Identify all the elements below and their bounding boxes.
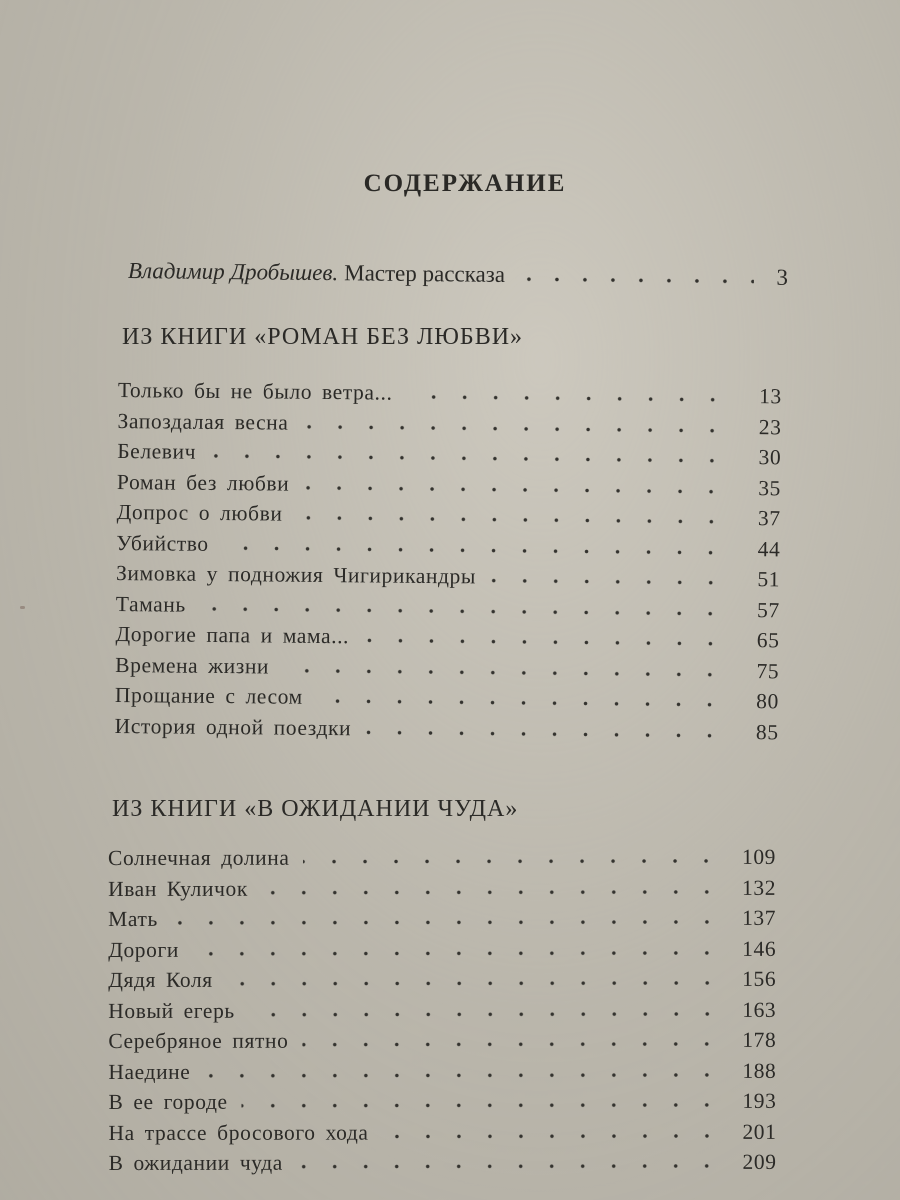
- toc-entry-page-number: 132: [741, 875, 777, 900]
- toc-entry-title: Солнечная долина: [108, 845, 290, 870]
- toc-entry-page-number: 146: [742, 936, 777, 961]
- dot-leader: [302, 423, 727, 433]
- toc-entry-title: Допрос о любви: [116, 499, 283, 526]
- toc-entry-page-number: 209: [742, 1149, 777, 1174]
- toc-list-section-2: [108, 845, 777, 1182]
- toc-entry: [108, 1028, 776, 1060]
- toc-entry-title: Белевич: [117, 438, 197, 464]
- toc-entry-title: Новый егерь: [108, 998, 235, 1023]
- dot-leader: [303, 484, 727, 494]
- toc-entry: [108, 875, 776, 907]
- dot-leader: [365, 729, 724, 738]
- dot-leader: [193, 949, 722, 956]
- page-title: СОДЕРЖАНИЕ: [363, 170, 567, 197]
- dot-leader: [490, 578, 726, 586]
- toc-entry-title: Мать: [108, 906, 158, 931]
- toc-entry-page-number: 85: [755, 719, 779, 744]
- toc-entry-page-number: 137: [742, 905, 777, 930]
- toc-list-section-1: [114, 378, 781, 750]
- toc-entry-title: Времена жизни: [115, 652, 270, 678]
- dot-leader: [303, 858, 722, 865]
- toc-entry-page-number: 193: [742, 1088, 777, 1113]
- dot-leader: [283, 667, 725, 677]
- toc-entry-page-number: 44: [757, 536, 781, 561]
- toc-entry-title: Убийство: [116, 530, 209, 556]
- preface-title: Мастер рассказа: [344, 260, 506, 287]
- toc-entry-page-number: 80: [756, 689, 780, 714]
- toc-entry: [108, 967, 776, 999]
- dot-leader: [249, 1010, 722, 1017]
- toc-entry-page-number: 51: [757, 567, 781, 592]
- toc-entry-title: На трассе бросового хода: [108, 1120, 369, 1145]
- toc-entry-title: Роман без любви: [116, 469, 290, 496]
- toc-entry: [108, 936, 776, 968]
- toc-entry-title: В ожидании чуда: [108, 1150, 283, 1175]
- toc-entry: [108, 997, 776, 1029]
- dot-leader: [172, 919, 722, 926]
- toc-entry-title: Дорогие папа и мама...: [115, 621, 350, 649]
- toc-entry-title: История одной поездки: [114, 713, 352, 740]
- paper-blemish: [20, 606, 25, 609]
- toc-entry-page-number: 188: [742, 1058, 777, 1083]
- dot-leader: [242, 1102, 723, 1109]
- toc-entry-title: Дядя Коля: [108, 967, 213, 992]
- section-heading-v-ozhidanii-chuda: ИЗ КНИГИ «В ОЖИДАНИИ ЧУДА»: [112, 796, 519, 822]
- toc-entry-title: Иван Куличок: [108, 876, 248, 901]
- toc-entry-title: Зимовка у подножия Чигирикандры: [116, 560, 477, 589]
- toc-entry-title: Дороги: [108, 937, 180, 962]
- toc-entry-page-number: 65: [756, 628, 780, 653]
- section-heading-roman-bez-lyubvi: ИЗ КНИГИ «РОМАН БЕЗ ЛЮБВИ»: [122, 324, 524, 350]
- toc-entry-page-number: 201: [742, 1119, 777, 1144]
- toc-entry-title: Серебряное пятно: [108, 1028, 289, 1053]
- toc-entry-title: Прощание с лесом: [114, 682, 303, 709]
- toc-entry-title: В ее городе: [108, 1089, 228, 1114]
- toc-entry: [108, 1119, 776, 1151]
- toc-entry: [108, 1058, 776, 1090]
- toc-entry-title: Тамань: [115, 591, 187, 617]
- dot-leader: [406, 394, 727, 403]
- dot-leader: [227, 980, 722, 987]
- dot-leader: [204, 1071, 722, 1078]
- preface-page-number: 3: [776, 264, 789, 290]
- toc-entry-title: Запоздалая весна: [117, 408, 289, 435]
- toc-entry-page-number: 23: [758, 414, 782, 439]
- toc-entry-title: Наедине: [108, 1059, 191, 1084]
- toc-entry-page-number: 109: [741, 844, 777, 869]
- dot-leader: [262, 888, 722, 895]
- toc-entry-title: Только бы не было ветра...: [117, 378, 393, 405]
- toc-entry-page-number: 163: [742, 997, 777, 1022]
- dot-leader: [515, 276, 754, 285]
- dot-leader: [363, 637, 725, 646]
- preface-author: Владимир Дробышев.: [127, 258, 339, 286]
- toc-entry: [108, 845, 776, 877]
- toc-entry-page-number: 30: [758, 445, 782, 470]
- dot-leader: [296, 515, 726, 525]
- toc-entry-page-number: 35: [758, 475, 782, 500]
- dot-leader: [317, 698, 725, 708]
- toc-entry-page-number: 57: [756, 597, 780, 622]
- toc-entry-page-number: 178: [742, 1027, 777, 1052]
- toc-entry-page-number: 37: [757, 506, 781, 531]
- preface-entry: [128, 258, 788, 291]
- toc-entry: [108, 1089, 776, 1121]
- toc-entry-page-number: 13: [759, 384, 782, 409]
- dot-leader: [302, 1041, 722, 1048]
- toc-entry: [108, 906, 776, 938]
- dot-leader: [200, 605, 726, 616]
- dot-leader: [383, 1132, 723, 1139]
- dot-leader: [210, 453, 727, 464]
- toc-entry-page-number: 156: [742, 966, 777, 991]
- dot-leader: [297, 1163, 723, 1170]
- toc-entry: [114, 713, 778, 750]
- dot-leader: [223, 545, 727, 556]
- toc-entry-page-number: 75: [756, 658, 780, 683]
- toc-entry: [109, 1150, 777, 1182]
